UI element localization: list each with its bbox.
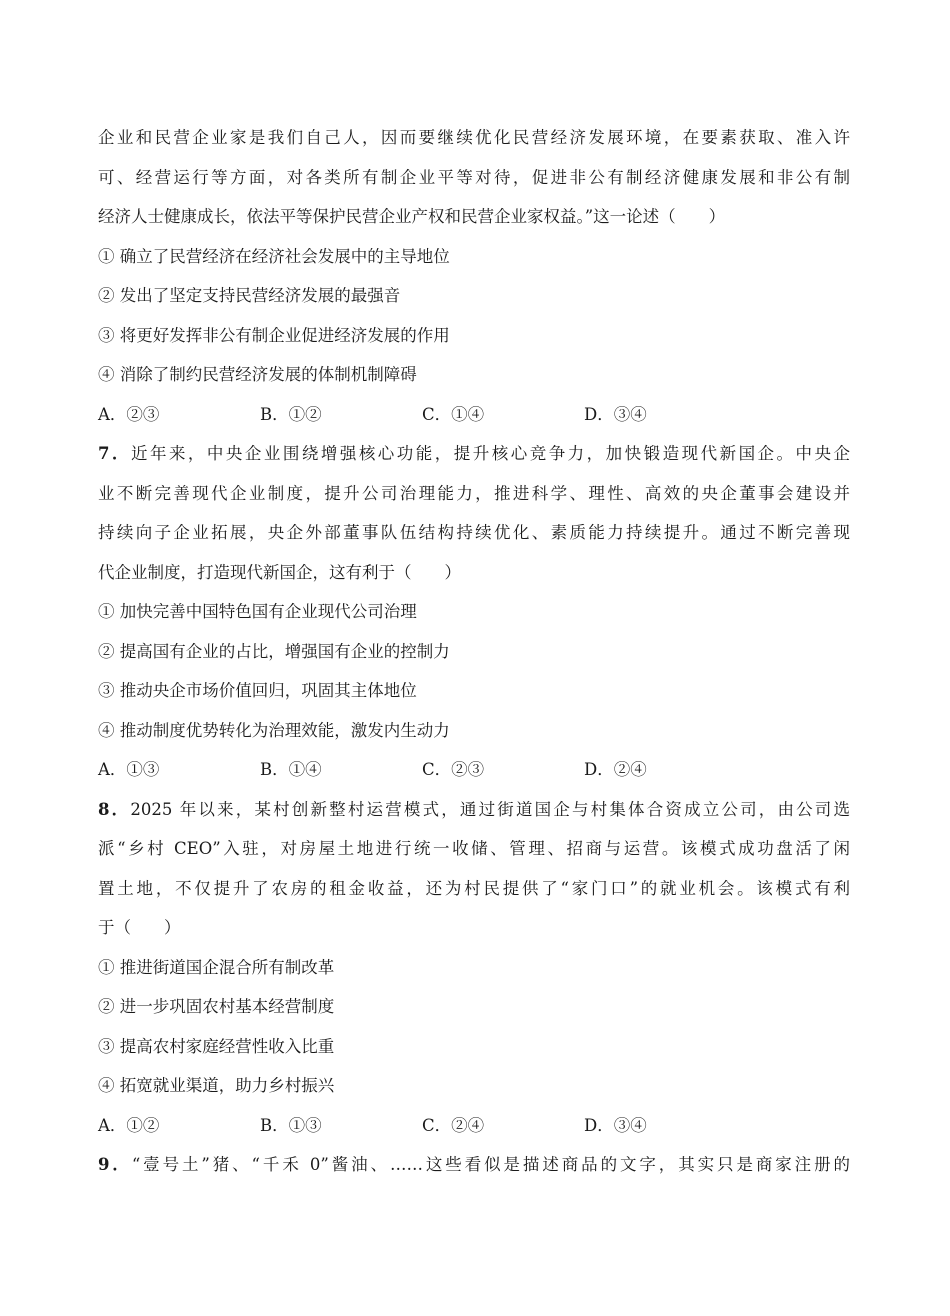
question-6: [98, 118, 850, 434]
q8-stem-line-3: 置土地，不仅提升了农房的租金收益，还为村民提供了“家门口”的就业机会。该模式有利: [98, 878, 850, 898]
q6-option-2: ② 发出了坚定支持民营经济发展的最强音: [98, 286, 401, 305]
q9-stem-line-1-text: “壹号土”猪、“千禾 0”酱油、……这些看似是描述商品的文字，其实只是商家注册的: [131, 1155, 851, 1174]
question-7: [98, 434, 850, 790]
q7-number: 7．: [98, 444, 131, 463]
q7-choice-c: C．②③: [422, 760, 485, 779]
q7-choice-a: A．①③: [98, 760, 160, 779]
question-9: [98, 1145, 850, 1185]
q6-stem-line-1: 企业和民营企业家是我们自己人，因而要继续优化民营经济发展环境，在要素获取、准入许: [98, 128, 850, 147]
q8-option-2: ② 进一步巩固农村基本经营制度: [98, 997, 335, 1016]
q8-stem-line-1: [98, 790, 850, 830]
q6-option-4: ④ 消除了制约民营经济发展的体制机制障碍: [98, 365, 417, 384]
q9-number: 9．: [98, 1155, 132, 1174]
q6-choices: [98, 395, 850, 435]
q8-choice-c: C．②④: [422, 1115, 485, 1135]
q7-option-2: ② 提高国有企业的占比，增强国有企业的控制力: [98, 641, 450, 661]
q7-option-4: ④ 推动制度优势转化为治理效能，激发内生动力: [98, 720, 450, 740]
q8-stem-line-4: 于（ ）: [98, 918, 181, 937]
q6-choice-a: A．②③: [98, 404, 160, 424]
q7-stem-line-4: 代企业制度，打造现代新国企，这有利于（ ）: [98, 562, 461, 582]
q7-option-1: ① 加快完善中国特色国有企业现代公司治理: [98, 602, 417, 621]
q7-choice-d: D．②④: [584, 760, 647, 779]
exam-page: [98, 118, 850, 1185]
q8-option-3: ③ 提高农村家庭经营性收入比重: [98, 1036, 335, 1056]
question-8: [98, 790, 850, 1146]
q8-choices: [98, 1106, 850, 1146]
q6-stem-line-2: 可、经营运行等方面，对各类所有制企业平等对待，促进非公有制经济健康发展和非公有制: [98, 167, 850, 187]
q7-option-3: ③ 推动央企市场价值回归，巩固其主体地位: [98, 681, 417, 700]
q7-stem-line-1: [98, 434, 850, 474]
q6-choice-c: C．①④: [422, 404, 485, 424]
q7-stem-line-1-text: 近年来，中央企业围绕增强核心功能，提升核心竞争力，加快锻造现代新国企。中央企: [130, 444, 851, 463]
q6-option-3: ③ 将更好发挥非公有制企业促进经济发展的作用: [98, 325, 450, 345]
q8-stem-line-2: 派“乡村 CEO”入驻，对房屋土地进行统一收储、管理、招商与运营。该模式成功盘活了闲: [98, 839, 850, 858]
q8-option-4: ④ 拓宽就业渠道，助力乡村振兴: [98, 1076, 335, 1095]
q6-option-1: ① 确立了民营经济在经济社会发展中的主导地位: [98, 246, 450, 266]
q7-choices: [98, 750, 850, 790]
q8-option-1: ① 推进街道国企混合所有制改革: [98, 957, 335, 977]
q8-choice-d: D．③④: [584, 1115, 647, 1135]
q6-choice-d: D．③④: [584, 404, 647, 424]
q7-stem-line-3: 持续向子企业拓展，央企外部董事队伍结构持续优化、素质能力持续提升。通过不断完善现: [98, 523, 850, 542]
q6-stem-line-3: 经济人士健康成长，依法平等保护民营企业产权和民营企业家权益。”这一论述（ ）: [98, 207, 726, 226]
q9-stem-line-1: [98, 1145, 850, 1185]
q7-stem-line-2: 业不断完善现代企业制度，提升公司治理能力，推进科学、理性、高效的央企董事会建设并: [98, 483, 850, 503]
q8-number: 8．: [98, 799, 131, 819]
q8-choice-b: B．①③: [260, 1115, 322, 1135]
q6-choice-b: B．①②: [260, 404, 322, 424]
q8-stem-line-1-text: 2025 年以来，某村创新整村运营模式，通过街道国企与村集体合资成立公司，由公司选: [130, 799, 850, 819]
q7-choice-b: B．①④: [260, 760, 322, 779]
q8-choice-a: A．①②: [98, 1115, 160, 1135]
